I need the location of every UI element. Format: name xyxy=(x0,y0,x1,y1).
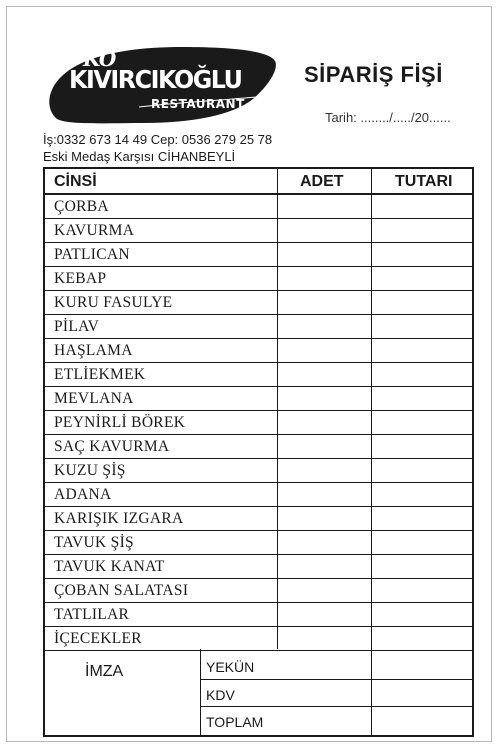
total-cell[interactable] xyxy=(372,243,472,266)
grand-total-label: TOPLAM xyxy=(206,714,264,730)
item-name: KAVURMA xyxy=(54,222,135,239)
qty-cell[interactable] xyxy=(278,387,371,410)
table-row xyxy=(45,411,472,435)
qty-cell[interactable] xyxy=(278,507,371,530)
total-cell[interactable] xyxy=(372,555,472,578)
table-header xyxy=(45,169,472,195)
qty-cell[interactable] xyxy=(278,579,371,602)
item-name: MEVLANA xyxy=(54,390,134,407)
table-row xyxy=(45,531,472,555)
qty-cell[interactable] xyxy=(278,627,371,650)
logo-subtitle: RESTAURANT xyxy=(151,97,245,111)
qty-cell[interactable] xyxy=(278,219,371,242)
table-row xyxy=(45,267,472,291)
total-cell[interactable] xyxy=(372,507,472,530)
table-row xyxy=(45,435,472,459)
column-divider-qty xyxy=(277,169,278,649)
item-name: ETLİEKMEK xyxy=(54,366,146,383)
footer-divider xyxy=(200,649,201,735)
total-cell[interactable] xyxy=(372,603,472,626)
total-cell[interactable] xyxy=(372,483,472,506)
qty-cell[interactable] xyxy=(278,531,371,554)
table-row xyxy=(45,243,472,267)
qty-cell[interactable] xyxy=(278,603,371,626)
total-cell[interactable] xyxy=(372,195,472,218)
item-name: PEYNİRLİ BÖREK xyxy=(54,414,186,431)
order-table xyxy=(43,167,474,737)
totals-footer xyxy=(45,649,472,735)
total-cell[interactable] xyxy=(372,411,472,434)
receipt-sheet xyxy=(6,6,492,742)
total-cell[interactable] xyxy=(372,339,472,362)
restaurant-logo xyxy=(43,45,279,125)
qty-cell[interactable] xyxy=(278,291,371,314)
logo-restaurant-name: KIVIRCIKOĞLU xyxy=(69,65,242,94)
total-cell[interactable] xyxy=(372,315,472,338)
item-name: PİLAV xyxy=(54,318,100,335)
total-cell[interactable] xyxy=(372,435,472,458)
item-name: KEBAP xyxy=(54,270,107,287)
tax-label: KDV xyxy=(206,687,235,703)
header-qty: ADET xyxy=(300,173,344,190)
signature-label: İMZA xyxy=(85,663,124,680)
total-cell[interactable] xyxy=(372,459,472,482)
subtotal-value-field[interactable] xyxy=(372,653,472,677)
item-name: TATLILAR xyxy=(54,606,130,623)
total-cell[interactable] xyxy=(372,267,472,290)
item-name: KURU FASULYE xyxy=(54,294,173,311)
item-name: SAÇ KAVURMA xyxy=(54,438,170,455)
table-row xyxy=(45,483,472,507)
qty-cell[interactable] xyxy=(278,339,371,362)
page-title: SİPARİŞ FİŞİ xyxy=(304,62,443,87)
qty-cell[interactable] xyxy=(278,411,371,434)
total-cell[interactable] xyxy=(372,579,472,602)
contact-info xyxy=(43,131,272,165)
qty-cell[interactable] xyxy=(278,195,371,218)
item-name: İÇECEKLER xyxy=(54,630,142,647)
table-row xyxy=(45,579,472,603)
qty-cell[interactable] xyxy=(278,363,371,386)
date-line: Tarih: ......../...../20...... xyxy=(325,110,451,125)
qty-cell[interactable] xyxy=(278,459,371,482)
item-name: ÇORBA xyxy=(54,198,109,215)
tax-value-field[interactable] xyxy=(372,681,472,705)
footer-row-line xyxy=(200,679,474,680)
table-row xyxy=(45,291,472,315)
item-name: ÇOBAN SALATASI xyxy=(54,582,189,599)
qty-cell[interactable] xyxy=(278,267,371,290)
table-row xyxy=(45,219,472,243)
table-row xyxy=(45,603,472,627)
qty-cell[interactable] xyxy=(278,315,371,338)
item-name: KUZU ŞİŞ xyxy=(54,462,126,479)
header-item: CİNSİ xyxy=(54,173,97,190)
logo-initials: KO xyxy=(83,47,116,71)
qty-cell[interactable] xyxy=(278,435,371,458)
item-name: TAVUK ŞİŞ xyxy=(54,534,134,551)
total-cell[interactable] xyxy=(372,387,472,410)
item-name: PATLICAN xyxy=(54,246,130,263)
table-row xyxy=(45,195,472,219)
table-row xyxy=(45,555,472,579)
table-row xyxy=(45,627,472,651)
table-row xyxy=(45,339,472,363)
grand-total-qty-field[interactable] xyxy=(278,708,370,732)
subtotal-qty-field[interactable] xyxy=(278,653,370,677)
qty-cell[interactable] xyxy=(278,555,371,578)
total-cell[interactable] xyxy=(372,531,472,554)
total-cell[interactable] xyxy=(372,363,472,386)
table-row xyxy=(45,363,472,387)
item-name: HAŞLAMA xyxy=(54,342,133,359)
table-row xyxy=(45,459,472,483)
qty-cell[interactable] xyxy=(278,483,371,506)
item-name: ADANA xyxy=(54,486,112,503)
phone-line: İş:0332 673 14 49 Cep: 0536 279 25 78 xyxy=(43,132,273,147)
table-row xyxy=(45,315,472,339)
footer-row-line xyxy=(200,706,474,707)
table-row xyxy=(45,507,472,531)
item-name: KARIŞIK IZGARA xyxy=(54,510,184,527)
qty-cell[interactable] xyxy=(278,243,371,266)
header-total: TUTARI xyxy=(395,173,453,190)
subtotal-label: YEKÜN xyxy=(206,659,255,675)
total-cell[interactable] xyxy=(372,219,472,242)
grand-total-value-field[interactable] xyxy=(372,708,472,732)
total-cell[interactable] xyxy=(372,627,472,650)
address-line: Eski Medaş Karşısı CİHANBEYLİ xyxy=(43,149,236,164)
table-row xyxy=(45,387,472,411)
total-cell[interactable] xyxy=(372,291,472,314)
tax-qty-field[interactable] xyxy=(278,681,370,705)
item-name: TAVUK KANAT xyxy=(54,558,165,575)
